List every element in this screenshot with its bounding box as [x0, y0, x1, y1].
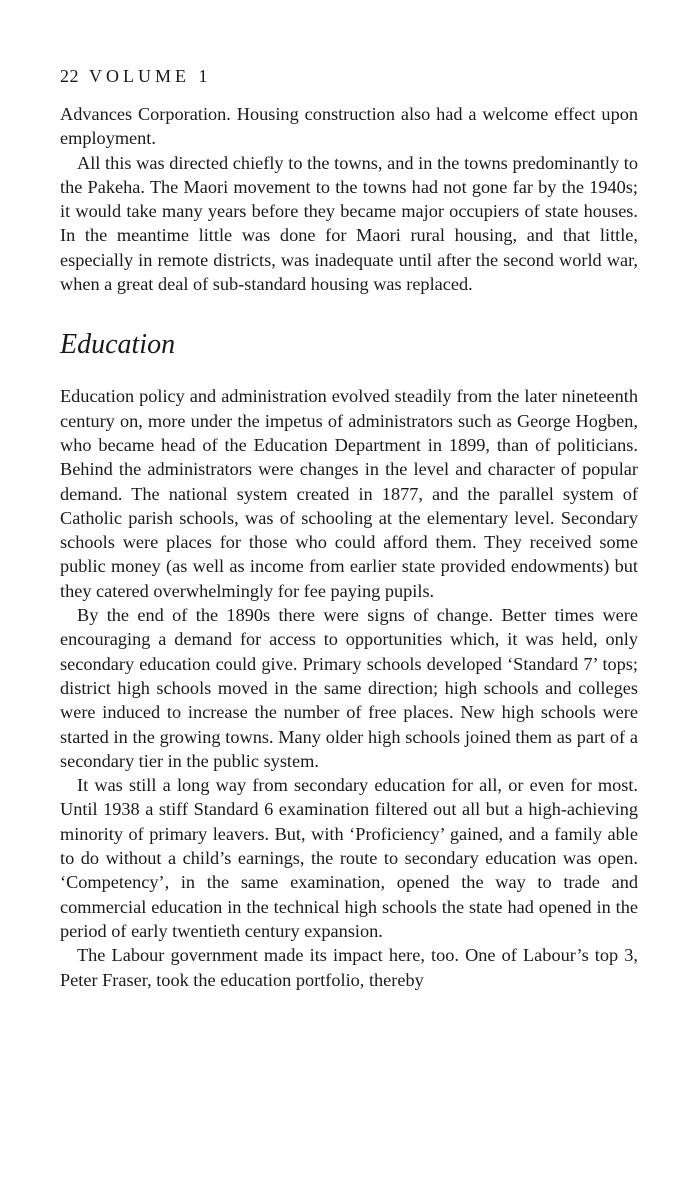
section-heading: Education	[60, 329, 176, 361]
intro-paragraph-2: All this was directed chiefly to the towns, and in the towns predominantly to the Pakeha. The Maori movement to the towns had not gone far by the 1940s; it would take many years before they became major occupiers of state houses. In the meantime little was done for Maori rural housing, and that little, especially in remote districts, was inadequate until after the second world war, when a great deal of sub-standard housing was replaced.	[60, 152, 638, 295]
education-paragraph-3: It was still a long way from secondary education for all, or even for most. Until 1938 a stiff Standard 6 examination filtered out all but a high-achieving minority of primary leavers. But, with ‘Proficiency’ gained, and a family able to do without a child’s earnings, the route to secondary education was open. ‘Competency’, in the same examination, opened the way to trade and commercial education in the technical high schools the state had opened in the period of early twentieth century expansion.	[60, 775, 638, 941]
page-number: 22	[60, 66, 79, 86]
volume-label: VOLUME 1	[89, 66, 212, 86]
education-paragraph-2: By the end of the 1890s there were signs of change. Better times were encouraging a demand for access to opportunities which, it was held, only secondary education could give. Primary schools developed ‘Standard 7’ tops; district high schools moved in the same direction; high schools and colleges were induced to increase the number of free places. New high schools were started in the growing towns. Many older high schools joined them as part of a secondary tier in the public system.	[60, 605, 638, 771]
running-head	[60, 64, 638, 88]
education-paragraph-4: The Labour government made its impact here, too. One of Labour’s top 3, Peter Fraser, took the education portfolio, thereby	[60, 945, 638, 990]
intro-paragraph-1: Advances Corporation. Housing construction also had a welcome effect upon employment.	[60, 104, 638, 149]
book-page	[60, 64, 638, 992]
education-paragraph-1: Education policy and administration evolved steadily from the later nineteenth century on, more under the impetus of administrators such as George Hogben, who became head of the Education Department in 1899, than of politicians. Behind the administrators were changes in the level and character of popular demand. The national system created in 1877, and the parallel system of Catholic parish schools, was of schooling at the elementary level. Secondary schools were places for those who could afford them. They received some public money (as well as income from earlier state provided endowments) but they catered overwhelmingly for fee paying pupils.	[60, 386, 638, 601]
